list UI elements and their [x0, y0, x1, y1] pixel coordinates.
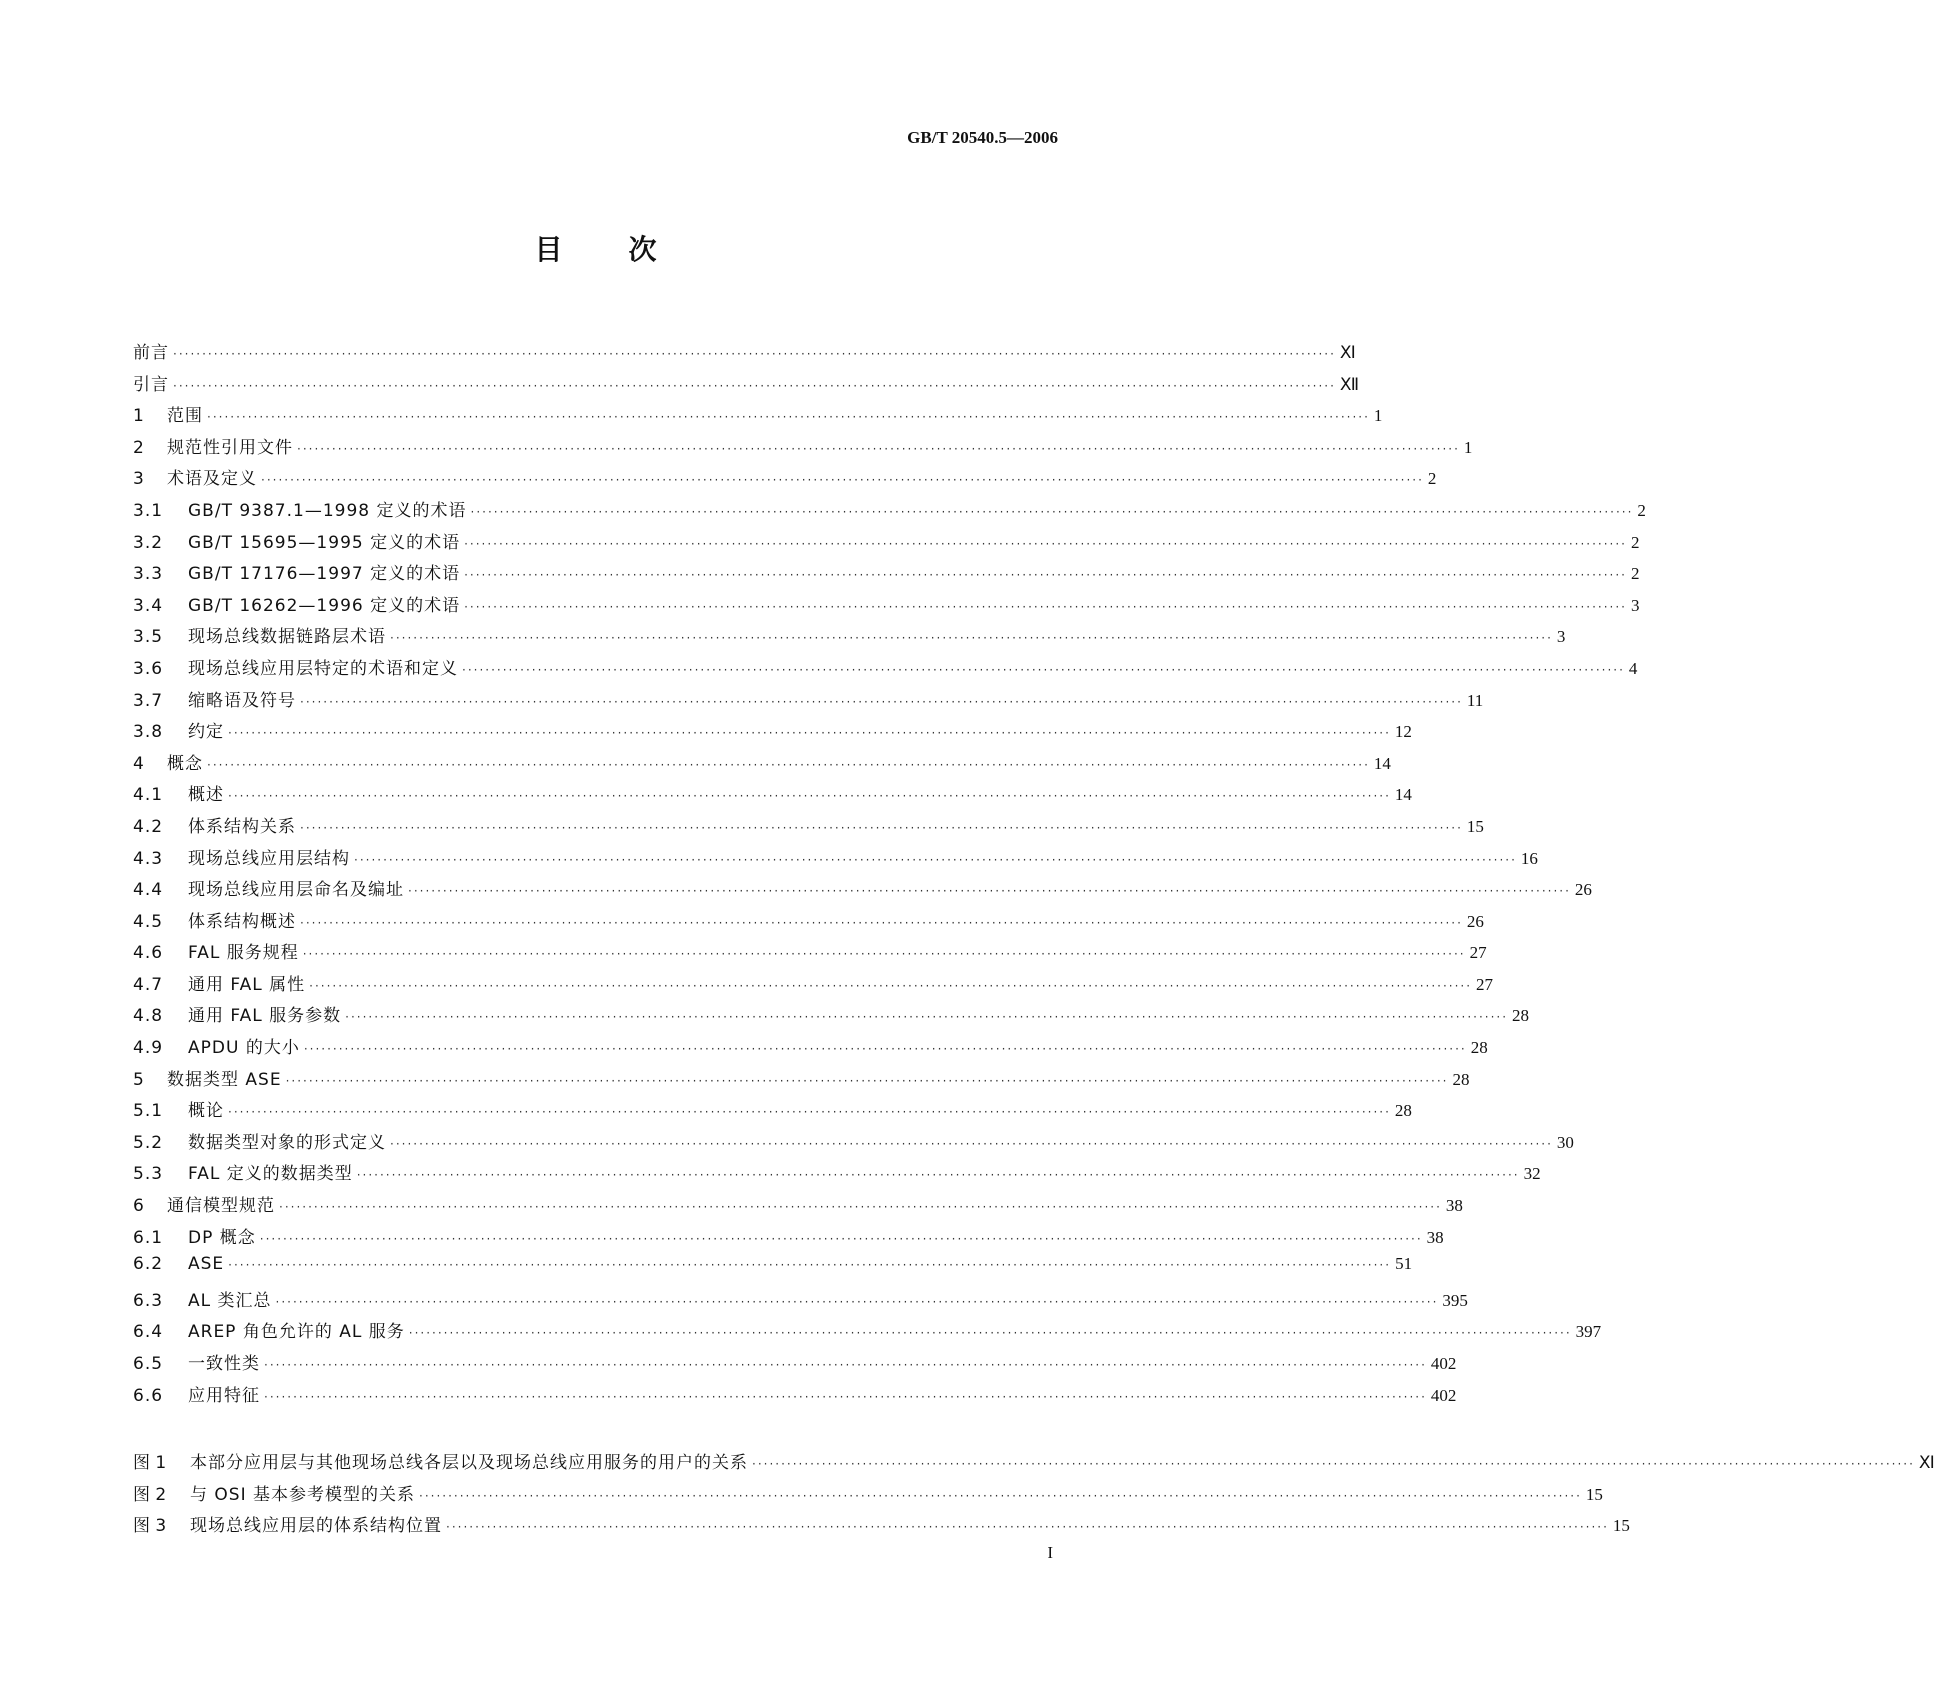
page-number: 27 [1476, 974, 1494, 994]
page-number: 38 [1445, 1196, 1463, 1216]
toc-entry-label: APDU 的大小 [188, 1038, 300, 1059]
page-number: 2 [1631, 532, 1640, 552]
page-number: 16 [1520, 848, 1538, 868]
page-number: 12 [1394, 722, 1412, 742]
toc-entry[interactable] [133, 591, 1640, 623]
toc-entry-label: ASE [188, 1254, 225, 1275]
toc-entry-label: 一致性类 [188, 1354, 260, 1374]
dot-leader: ········································································································································································································ [261, 473, 1424, 488]
toc-entry[interactable] [133, 370, 1360, 402]
dot-leader: ········································································································································································································ [390, 631, 1553, 646]
dot-leader: ········································································································································································································ [264, 1358, 1427, 1372]
footer-page-number: I [1047, 1543, 1053, 1562]
toc-entry-number: 4.3 [133, 848, 164, 869]
toc-entry[interactable] [133, 1065, 1470, 1097]
page-number: 14 [1394, 785, 1412, 805]
toc-entry-number: 2 [133, 437, 145, 458]
figure-number: 图 2 [133, 1484, 167, 1505]
page-number: 28 [1512, 1006, 1530, 1026]
toc-entry-number: 3.1 [133, 500, 164, 521]
toc-entry-number: 6.5 [133, 1354, 164, 1374]
toc-entry[interactable] [133, 528, 1640, 560]
toc-entry-label: 现场总线应用层结构 [188, 848, 350, 869]
toc-entry[interactable] [133, 622, 1566, 654]
page-number: 32 [1523, 1164, 1541, 1184]
dot-leader: ········································································································································································································ [470, 504, 1634, 519]
figure-entry[interactable] [133, 1480, 1603, 1512]
page-number: 11 [1466, 690, 1484, 710]
page-number: 3 [1556, 627, 1566, 647]
toc-entry-number: 6.2 [133, 1254, 164, 1275]
dot-leader: ········································································································································································································ [300, 820, 1463, 835]
toc-entry[interactable] [133, 875, 1592, 907]
page-number: 14 [1373, 753, 1391, 773]
dot-leader: ········································································································································································································ [354, 852, 1517, 867]
toc-entry-number: 3.5 [133, 627, 164, 648]
dot-leader: ········································································································································································································ [275, 1294, 1439, 1309]
dot-leader: ········································································································································································································ [752, 1457, 1915, 1471]
toc-entry-number: 3.8 [133, 722, 164, 743]
toc-entry-number: 3.7 [133, 690, 164, 711]
toc-entry-number: 4.4 [133, 880, 164, 901]
page-number: 28 [1470, 1038, 1488, 1058]
figure-title: 现场总线应用层的体系结构位置 [190, 1516, 442, 1537]
toc-entry-number: 4.5 [133, 911, 164, 932]
toc-entry-number: 4.1 [133, 785, 164, 806]
toc-entry[interactable] [133, 1317, 1602, 1349]
toc-entry-label: 应用特征 [188, 1385, 260, 1406]
toc-entry-label: 约定 [188, 722, 224, 743]
toc-entry-label: 体系结构关系 [188, 816, 296, 837]
toc-entry[interactable] [133, 464, 1437, 496]
toc-entry-number: 4.8 [133, 1006, 164, 1027]
toc-entry-label: 通信模型规范 [167, 1196, 275, 1217]
toc-entry[interactable] [133, 1128, 1574, 1160]
table-of-contents [133, 338, 1646, 1412]
dot-leader: ········································································································································································································ [228, 1105, 1391, 1120]
toc-entry-label: 概论 [188, 1101, 224, 1122]
toc-entry[interactable] [133, 1286, 1468, 1318]
title-char-1: 目 [534, 233, 563, 266]
toc-entry[interactable] [133, 1254, 1413, 1286]
figure-entry[interactable] [133, 1511, 1630, 1543]
title-char-2: 次 [628, 233, 657, 266]
toc-entry[interactable] [133, 433, 1473, 465]
dot-leader: ········································································································································································································ [408, 884, 1571, 899]
toc-entry-number: 3.6 [133, 658, 164, 679]
toc-entry-label: AL 类汇总 [188, 1290, 272, 1311]
page-number: 28 [1452, 1069, 1470, 1089]
page-number: 2 [1427, 469, 1437, 489]
dot-leader: ········································································································································································································ [464, 536, 1627, 551]
page-number: 395 [1442, 1290, 1468, 1310]
toc-entry[interactable] [133, 338, 1356, 370]
toc-entry-label: 前言 [133, 343, 169, 363]
figure-number: 图 1 [133, 1453, 167, 1473]
toc-entry-label: 术语及定义 [167, 469, 257, 490]
figure-number: 图 3 [133, 1516, 167, 1537]
dot-leader: ········································································································································································································ [419, 1488, 1582, 1503]
page-number: 402 [1430, 1385, 1457, 1405]
dot-leader: ········································································································································································································ [207, 757, 1370, 772]
toc-entry-number: 3.2 [133, 532, 164, 553]
toc-entry[interactable] [133, 970, 1494, 1002]
page-title [0, 228, 1191, 268]
standard-code: GB/T 20540.5—2006 [907, 128, 1058, 147]
toc-entry-number: 5.1 [133, 1101, 164, 1122]
toc-entry[interactable] [133, 1191, 1463, 1223]
toc-entry-label: 数据类型 ASE [167, 1069, 282, 1090]
toc-entry-label: 范围 [167, 406, 203, 427]
page-number: 15 [1612, 1516, 1630, 1536]
toc-entry-label: 通用 FAL 服务参数 [188, 1006, 342, 1027]
toc-entry-number: 3.3 [133, 564, 164, 585]
toc-entry[interactable] [133, 749, 1391, 781]
page-number: Ⅺ [1918, 1453, 1935, 1472]
toc-entry[interactable] [133, 780, 1412, 812]
toc-entry-number: 6.1 [133, 1227, 164, 1248]
toc-entry[interactable] [133, 559, 1640, 591]
toc-entry-number: 4.2 [133, 816, 164, 837]
toc-entry-number: 5 [133, 1069, 145, 1090]
dot-leader: ········································································································································································································ [464, 568, 1627, 583]
toc-entry-number: 5.3 [133, 1164, 164, 1185]
toc-entry-label: FAL 定义的数据类型 [188, 1164, 353, 1185]
toc-entry-label: AREP 角色允许的 AL 服务 [188, 1322, 405, 1343]
page-number: 26 [1574, 880, 1592, 900]
toc-entry[interactable] [133, 844, 1538, 876]
page-number: 3 [1631, 595, 1640, 615]
page-number: Ⅺ [1339, 343, 1356, 362]
toc-entry-label: GB/T 9387.1—1998 定义的术语 [188, 500, 467, 521]
dot-leader: ········································································································································································································ [228, 1258, 1392, 1273]
toc-entry[interactable] [133, 1223, 1444, 1255]
dot-leader: ········································································································································································································ [390, 1136, 1553, 1151]
page-number: 30 [1556, 1132, 1574, 1152]
toc-entry-label: DP 概念 [188, 1227, 256, 1248]
toc-entry[interactable] [133, 401, 1383, 433]
dot-leader: ········································································································································································································ [228, 726, 1391, 741]
toc-entry-label: 概念 [167, 753, 203, 774]
page-number: 1 [1373, 406, 1383, 426]
dot-leader: ········································································································································································································ [207, 410, 1370, 425]
figure-entry[interactable] [133, 1448, 1935, 1480]
dot-leader: ········································································································································································································ [302, 947, 1466, 962]
toc-entry[interactable] [133, 1159, 1541, 1191]
page-number: 402 [1430, 1354, 1457, 1373]
page-number: 397 [1575, 1322, 1602, 1342]
page-number: 38 [1426, 1227, 1444, 1247]
toc-entry[interactable] [133, 1096, 1412, 1128]
toc-entry[interactable] [133, 1349, 1457, 1381]
page-number: Ⅻ [1339, 374, 1360, 394]
toc-entry-label: GB/T 15695—1995 定义的术语 [188, 532, 461, 553]
dot-leader: ········································································································································································································ [309, 978, 1473, 993]
toc-entry-label: 数据类型对象的形式定义 [188, 1132, 386, 1153]
page-number: 4 [1628, 658, 1638, 678]
dot-leader: ········································································································································································································ [259, 1231, 1423, 1246]
toc-entry[interactable] [133, 686, 1484, 718]
toc-entry-label: 概述 [188, 785, 224, 806]
toc-entry-number: 3 [133, 469, 145, 490]
dot-leader: ········································································································································································································ [462, 662, 1625, 677]
toc-entry-label: 缩略语及符号 [188, 690, 296, 711]
dot-leader: ········································································································································································································ [303, 1042, 1467, 1057]
toc-entry[interactable] [133, 496, 1646, 528]
toc-entry-label: FAL 服务规程 [188, 943, 299, 964]
page-number: 1 [1463, 437, 1473, 457]
toc-entry-label: 体系结构概述 [188, 911, 296, 932]
dot-leader: ········································································································································································································ [300, 915, 1463, 930]
dot-leader: ········································································································································································································ [173, 347, 1336, 361]
toc-entry-number: 4.7 [133, 974, 164, 995]
toc-entry[interactable] [133, 938, 1487, 970]
dot-leader: ········································································································································································································ [264, 1389, 1427, 1404]
dot-leader: ········································································································································································································ [356, 1168, 1520, 1183]
dot-leader: ········································································································································································································ [173, 378, 1336, 393]
toc-entry[interactable] [133, 717, 1412, 749]
toc-entry-label: 引言 [133, 374, 169, 395]
toc-entry-number: 4 [133, 753, 145, 774]
dot-leader: ········································································································································································································ [345, 1010, 1509, 1025]
toc-entry[interactable] [133, 1381, 1457, 1413]
page-number: 2 [1637, 500, 1646, 520]
toc-entry-number: 5.2 [133, 1132, 164, 1153]
dot-leader: ········································································································································································································ [446, 1520, 1609, 1535]
toc-entry-number: 4.6 [133, 943, 164, 964]
toc-entry[interactable] [133, 1001, 1530, 1033]
dot-leader: ········································································································································································································ [408, 1326, 1572, 1341]
page-number: 28 [1394, 1101, 1412, 1121]
toc-entry[interactable] [133, 907, 1484, 939]
toc-entry[interactable] [133, 654, 1638, 686]
dot-leader: ········································································································································································································ [464, 599, 1627, 614]
dot-leader: ········································································································································································································ [300, 694, 1463, 709]
toc-entry-number: 3.4 [133, 595, 164, 616]
toc-entry-number: 1 [133, 406, 145, 427]
page-number: 27 [1469, 943, 1487, 963]
figure-title: 本部分应用层与其他现场总线各层以及现场总线应用服务的用户的关系 [190, 1453, 748, 1473]
toc-entry-number: 6.3 [133, 1290, 164, 1311]
dot-leader: ········································································································································································································ [285, 1073, 1449, 1088]
toc-entry-number: 6.4 [133, 1322, 164, 1343]
toc-entry-label: 现场总线数据链路层术语 [188, 627, 386, 648]
toc-entry[interactable] [133, 1033, 1488, 1065]
toc-entry-number: 4.9 [133, 1038, 164, 1059]
page-number: 2 [1631, 564, 1640, 584]
dot-leader: ········································································································································································································ [279, 1200, 1442, 1215]
toc-entry-number: 6 [133, 1196, 145, 1217]
page-number: 26 [1466, 911, 1484, 931]
figure-list [133, 1448, 1935, 1543]
toc-entry[interactable] [133, 812, 1484, 844]
figure-title: 与 OSI 基本参考模型的关系 [190, 1484, 415, 1505]
dot-leader: ········································································································································································································ [297, 441, 1460, 456]
toc-entry-label: 规范性引用文件 [167, 437, 293, 458]
dot-leader: ········································································································································································································ [228, 789, 1391, 804]
toc-entry-label: GB/T 17176—1997 定义的术语 [188, 564, 461, 585]
page-number: 15 [1466, 816, 1484, 836]
toc-entry-label: 现场总线应用层命名及编址 [188, 880, 404, 901]
toc-entry-label: 通用 FAL 属性 [188, 974, 306, 995]
toc-entry-label: 现场总线应用层特定的术语和定义 [188, 658, 458, 679]
page-number: 51 [1395, 1254, 1413, 1274]
toc-entry-number: 6.6 [133, 1385, 164, 1406]
toc-entry-label: GB/T 16262—1996 定义的术语 [188, 595, 461, 616]
page-number: 15 [1585, 1484, 1603, 1504]
